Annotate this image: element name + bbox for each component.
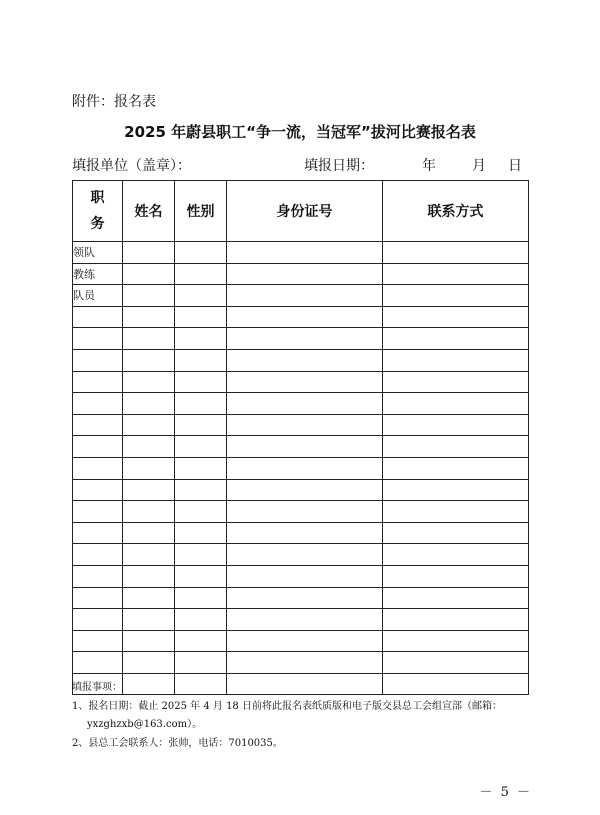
table-row — [73, 263, 529, 285]
name-cell[interactable] — [123, 544, 175, 566]
header-name: 姓名 — [123, 181, 175, 242]
gender-cell[interactable] — [175, 457, 227, 479]
role-cell — [73, 587, 123, 609]
name-cell[interactable] — [123, 479, 175, 501]
header-contact: 联系方式 — [383, 181, 529, 242]
role-cell — [73, 393, 123, 415]
name-cell[interactable] — [123, 501, 175, 523]
table-row — [73, 306, 529, 328]
notes-heading: 填报事项： — [72, 682, 122, 693]
gender-cell[interactable] — [175, 263, 227, 285]
role-cell — [73, 306, 123, 328]
note-item-2: 2、县总工会联系人：张帅，电话：7010035。 — [72, 737, 283, 749]
role-cell — [73, 630, 123, 652]
role-cell: 队员 — [73, 285, 123, 307]
id-number-cell[interactable] — [227, 587, 383, 609]
id-number-cell[interactable] — [227, 522, 383, 544]
id-number-cell[interactable] — [227, 371, 383, 393]
role-cell — [73, 479, 123, 501]
date-month-label: 月 — [472, 158, 486, 174]
contact-cell[interactable] — [383, 393, 529, 415]
role-cell — [73, 414, 123, 436]
contact-cell[interactable] — [383, 587, 529, 609]
role-cell: 教练 — [73, 263, 123, 285]
id-number-cell[interactable] — [227, 457, 383, 479]
id-number-cell[interactable] — [227, 652, 383, 674]
contact-cell[interactable] — [383, 263, 529, 285]
gender-cell[interactable] — [175, 328, 227, 350]
table-row — [73, 436, 529, 458]
fill-date-label: 填报日期： — [304, 158, 374, 174]
table-row — [73, 371, 529, 393]
gender-cell[interactable] — [175, 393, 227, 415]
name-cell[interactable] — [123, 349, 175, 371]
name-cell[interactable] — [123, 328, 175, 350]
contact-cell[interactable] — [383, 544, 529, 566]
table-row — [73, 328, 529, 350]
gender-cell[interactable] — [175, 285, 227, 307]
table-row — [73, 285, 529, 307]
fill-unit-label: 填报单位（盖章）： — [72, 158, 191, 174]
role-cell — [73, 609, 123, 631]
table-row — [73, 652, 529, 674]
id-number-cell[interactable] — [227, 501, 383, 523]
name-cell[interactable] — [123, 587, 175, 609]
contact-cell[interactable] — [383, 306, 529, 328]
contact-cell[interactable] — [383, 522, 529, 544]
id-number-cell[interactable] — [227, 436, 383, 458]
id-number-cell[interactable] — [227, 630, 383, 652]
table-row — [73, 565, 529, 587]
id-number-cell[interactable] — [227, 479, 383, 501]
gender-cell[interactable] — [175, 652, 227, 674]
gender-cell[interactable] — [175, 630, 227, 652]
id-number-cell[interactable] — [227, 328, 383, 350]
table-row — [73, 349, 529, 371]
name-cell[interactable] — [123, 457, 175, 479]
id-number-cell[interactable] — [227, 263, 383, 285]
gender-cell[interactable] — [175, 587, 227, 609]
contact-cell[interactable] — [383, 609, 529, 631]
name-cell[interactable] — [123, 609, 175, 631]
id-number-cell[interactable] — [227, 609, 383, 631]
id-number-cell[interactable] — [227, 349, 383, 371]
header-role-bottom: 务 — [90, 216, 105, 232]
contact-cell[interactable] — [383, 501, 529, 523]
contact-cell[interactable] — [383, 285, 529, 307]
table-row — [73, 393, 529, 415]
name-cell[interactable] — [123, 242, 175, 264]
table-body — [73, 242, 529, 695]
role-cell — [73, 652, 123, 674]
name-cell[interactable] — [123, 285, 175, 307]
registration-table — [72, 180, 529, 695]
table-header-row — [73, 181, 529, 242]
page-number: － 5 － — [479, 785, 532, 800]
contact-cell[interactable] — [383, 436, 529, 458]
gender-cell[interactable] — [175, 609, 227, 631]
role-cell — [73, 522, 123, 544]
contact-cell[interactable] — [383, 349, 529, 371]
contact-cell[interactable] — [383, 479, 529, 501]
gender-cell[interactable] — [175, 544, 227, 566]
table-row — [73, 501, 529, 523]
header-id-number: 身份证号 — [227, 181, 383, 242]
table-row — [73, 609, 529, 631]
name-cell[interactable] — [123, 436, 175, 458]
role-cell — [73, 328, 123, 350]
date-year-label: 年 — [422, 158, 436, 174]
notes-section — [72, 679, 502, 753]
gender-cell[interactable] — [175, 479, 227, 501]
id-number-cell[interactable] — [227, 242, 383, 264]
contact-cell[interactable] — [383, 565, 529, 587]
table-row — [73, 479, 529, 501]
date-day-label: 日 — [508, 158, 522, 174]
name-cell[interactable] — [123, 393, 175, 415]
table-row — [73, 522, 529, 544]
role-cell — [73, 436, 123, 458]
name-cell[interactable] — [123, 263, 175, 285]
gender-cell[interactable] — [175, 306, 227, 328]
name-cell[interactable] — [123, 522, 175, 544]
gender-cell[interactable] — [175, 565, 227, 587]
gender-cell[interactable] — [175, 414, 227, 436]
role-cell — [73, 371, 123, 393]
table-row — [73, 587, 529, 609]
header-role-top: 职 — [90, 190, 105, 206]
name-cell[interactable] — [123, 306, 175, 328]
role-cell — [73, 457, 123, 479]
gender-cell[interactable] — [175, 349, 227, 371]
id-number-cell[interactable] — [227, 285, 383, 307]
name-cell[interactable] — [123, 371, 175, 393]
id-number-cell[interactable] — [227, 565, 383, 587]
gender-cell[interactable] — [175, 242, 227, 264]
table-row — [73, 544, 529, 566]
id-number-cell[interactable] — [227, 544, 383, 566]
id-number-cell[interactable] — [227, 414, 383, 436]
table-row — [73, 414, 529, 436]
role-cell — [73, 349, 123, 371]
header-gender: 性别 — [175, 181, 227, 242]
contact-cell[interactable] — [383, 652, 529, 674]
contact-cell[interactable] — [383, 242, 529, 264]
gender-cell[interactable] — [175, 436, 227, 458]
role-cell — [73, 565, 123, 587]
attachment-label: 附件：报名表 — [72, 94, 156, 110]
gender-cell[interactable] — [175, 371, 227, 393]
contact-cell[interactable] — [383, 630, 529, 652]
id-number-cell[interactable] — [227, 393, 383, 415]
fill-info-row — [72, 155, 522, 175]
gender-cell[interactable] — [175, 501, 227, 523]
table-row — [73, 630, 529, 652]
role-cell: 领队 — [73, 242, 123, 264]
form-title: 2025 年蔚县职工“争一流，当冠军”拔河比赛报名表 — [124, 123, 476, 141]
name-cell[interactable] — [123, 630, 175, 652]
role-cell — [73, 501, 123, 523]
name-cell[interactable] — [123, 652, 175, 674]
header-role — [73, 181, 123, 242]
name-cell[interactable] — [123, 565, 175, 587]
contact-cell[interactable] — [383, 414, 529, 436]
role-cell — [73, 544, 123, 566]
table-row — [73, 457, 529, 479]
contact-cell[interactable] — [383, 328, 529, 350]
gender-cell[interactable] — [175, 522, 227, 544]
note-item-1-continued: yxzghzxb@163.com）。 — [87, 719, 203, 730]
id-number-cell[interactable] — [227, 306, 383, 328]
name-cell[interactable] — [123, 414, 175, 436]
contact-cell[interactable] — [383, 371, 529, 393]
table-row — [73, 242, 529, 264]
note-item-1: 1、报名日期：截止 2025 年 4 月 18 日前将此报名表纸质版和电子版交县总工会组宣部（邮箱： — [72, 700, 502, 712]
contact-cell[interactable] — [383, 457, 529, 479]
